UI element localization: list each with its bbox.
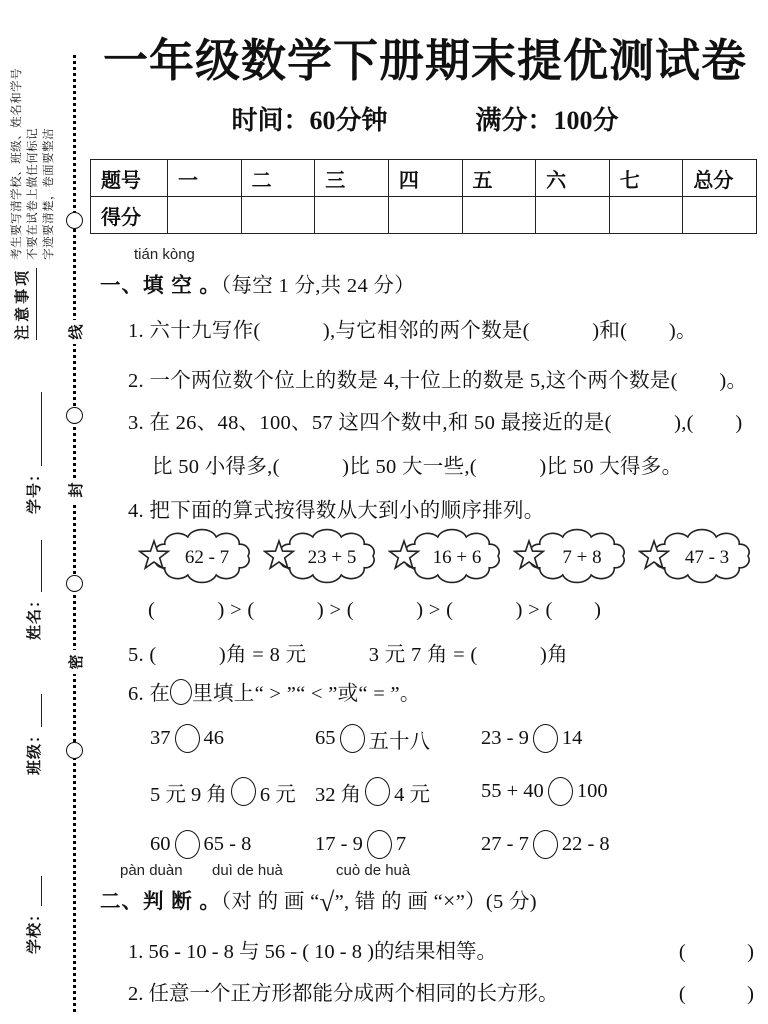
cloud-expression: 7 + 8 <box>562 547 602 568</box>
comparison-item <box>150 777 315 807</box>
question-5: 5. ( )角 = 8 元 3 元 7 角 = ( )角 <box>128 644 568 666</box>
answer-circle-icon <box>365 777 390 806</box>
section1-heading-rest: （每空 1 分,共 24 分） <box>220 275 416 297</box>
name-label: 姓名： <box>26 591 43 640</box>
comparison-item <box>315 830 481 859</box>
score-table-header-row <box>91 160 757 197</box>
score-col: 七 <box>609 160 683 197</box>
section2-heading-bold: 二、判 断 。 <box>100 890 221 913</box>
comparison-right: 46 <box>203 727 224 749</box>
seal-char-xian: 线 <box>63 320 87 344</box>
page-title: 一年级数学下册期末提优测试卷 <box>102 36 747 86</box>
answer-circle-icon <box>533 830 558 859</box>
time-limit: 时间：60分钟 <box>231 106 388 135</box>
comparison-left: 17 - 9 <box>315 833 363 855</box>
answer-circle-icon <box>231 777 256 806</box>
seal-ring-icon <box>66 212 83 229</box>
score-col: 四 <box>388 160 462 197</box>
section2-heading-p1: （对 的 画 “ <box>220 891 320 913</box>
score-col: 二 <box>241 160 315 197</box>
section2-heading-p3: ”）(5 分) <box>455 891 537 913</box>
score-col: 一 <box>168 160 242 197</box>
class-field <box>23 694 44 775</box>
section1-pinyin: tián kòng <box>134 246 195 263</box>
seal-ring-icon <box>66 407 83 424</box>
answer-circle-icon <box>170 679 192 705</box>
score-cell <box>168 197 242 234</box>
score-col: 总分 <box>683 160 757 197</box>
school-label: 学校： <box>26 905 43 954</box>
comparison-left: 23 - 9 <box>481 727 529 749</box>
score-col: 三 <box>315 160 389 197</box>
judge-question-2 <box>128 976 754 1006</box>
score-table <box>90 159 757 234</box>
seal-ring-icon <box>66 742 83 759</box>
comparison-left: 37 <box>150 727 171 749</box>
sidebar-rotated-strip <box>0 0 66 1012</box>
comparison-left: 5 元 9 角 <box>150 783 227 806</box>
comparison-left: 55 + 40 <box>481 780 544 802</box>
section2-pinyin-cuo-de-hua: cuò de huà <box>336 862 411 879</box>
comparison-left: 32 角 <box>315 783 362 806</box>
section2-heading <box>100 884 537 916</box>
answer-circle-icon <box>175 830 200 859</box>
comparison-right: 7 <box>395 833 407 855</box>
section2-pinyin-dui-de-hua: duì de huà <box>212 862 283 879</box>
comparison-left: 60 <box>150 833 171 855</box>
comparison-left: 65 <box>315 727 336 749</box>
school-field <box>23 876 44 954</box>
student-number-label: 学号： <box>26 465 43 514</box>
comparison-right: 100 <box>576 780 608 802</box>
question-1: 1. 六十九写作( ),与它相邻的两个数是( )和( )。 <box>128 320 697 342</box>
seal-dotted-line <box>73 55 76 1012</box>
comparison-item <box>315 777 481 807</box>
expression-clouds-row <box>138 526 762 593</box>
comparison-item <box>481 830 740 859</box>
score-cell <box>536 197 610 234</box>
notice-heading: 注意事项 <box>11 268 37 340</box>
comparison-grid <box>150 712 740 871</box>
score-cell <box>315 197 389 234</box>
cloud-expression: 47 - 3 <box>684 547 730 568</box>
comparison-item <box>315 724 481 754</box>
answer-circle-icon <box>340 724 365 753</box>
question-2: 2. 一个两位数个位上的数是 4,十位上的数是 5,这个两个数是( )。 <box>128 370 748 392</box>
question-6-post: 里填上“ > ”“ < ”或“ = ”。 <box>192 683 421 705</box>
expression-cloud <box>138 526 262 593</box>
score-cell <box>683 197 757 234</box>
comparison-right: 4 元 <box>394 783 430 806</box>
section2-pinyin-pan-duan: pàn duàn <box>120 862 183 879</box>
check-mark-symbol: √ <box>319 887 335 917</box>
notice-block <box>9 68 57 340</box>
section1-heading <box>100 268 415 298</box>
student-number-blank <box>37 392 42 466</box>
score-label: 得分 <box>91 197 168 234</box>
score-col: 五 <box>462 160 536 197</box>
ordering-blanks: ( ) > ( ) > ( ) > ( ) > ( ) <box>148 599 602 621</box>
seal-ring-icon <box>66 575 83 592</box>
expression-cloud <box>388 526 512 593</box>
expression-cloud <box>263 526 387 593</box>
seal-char-feng: 封 <box>63 478 87 502</box>
comparison-right: 6 元 <box>259 783 296 806</box>
cloud-expression: 23 + 5 <box>307 547 357 568</box>
question-3-line2: 比 50 小得多,( )比 50 大一些,( )比 50 大得多。 <box>152 456 683 478</box>
comparison-item <box>481 777 740 806</box>
judge-answer-blank: ( ) <box>678 983 754 1005</box>
comparison-right: 五十八 <box>368 730 430 753</box>
judge-answer-blank: ( ) <box>678 941 754 963</box>
judge-question-text: 2. 任意一个正方形都能分成两个相同的长方形。 <box>128 983 559 1005</box>
question-6 <box>128 676 421 706</box>
name-blank <box>37 540 42 592</box>
cloud-expression: 16 + 6 <box>432 547 482 568</box>
student-number-field <box>23 392 44 514</box>
school-blank <box>37 876 42 906</box>
section1-heading-bold: 一、填 空 。 <box>100 274 221 297</box>
comparison-right: 65 - 8 <box>203 833 252 855</box>
cross-mark-symbol: × <box>442 888 456 913</box>
name-field <box>23 540 44 640</box>
expression-cloud <box>513 526 637 593</box>
class-label: 班级： <box>26 726 43 775</box>
answer-circle-icon <box>175 724 200 753</box>
notice-line: 字迹要清楚，卷面要整洁 <box>43 127 55 260</box>
comparison-left: 27 - 7 <box>481 833 529 855</box>
answer-circle-icon <box>548 777 573 806</box>
notice-lines <box>9 68 57 260</box>
score-cell <box>241 197 315 234</box>
answer-circle-icon <box>367 830 392 859</box>
full-score: 满分：100分 <box>475 106 619 135</box>
score-cell <box>388 197 462 234</box>
notice-line: 不要在试卷上做任何标记 <box>27 127 39 260</box>
class-blank <box>37 694 42 727</box>
exam-meta <box>90 100 760 137</box>
question-6-pre: 6. 在 <box>128 683 171 705</box>
answer-circle-icon <box>533 724 558 753</box>
score-col: 六 <box>536 160 610 197</box>
question-number-label: 题号 <box>91 160 168 197</box>
notice-line: 考生要写清学校、班级、姓名和学号 <box>11 67 23 260</box>
section2-heading-p2: ”, 错 的 画 “ <box>334 891 443 913</box>
judge-question-1 <box>128 934 754 964</box>
score-cell <box>609 197 683 234</box>
comparison-right: 14 <box>561 727 583 749</box>
comparison-item <box>150 830 315 859</box>
comparison-item <box>481 724 740 753</box>
score-table-score-row <box>91 197 757 234</box>
seal-char-mi: 密 <box>63 650 87 674</box>
judge-question-text: 1. 56 - 10 - 8 与 56 - ( 10 - 8 )的结果相等。 <box>128 941 497 963</box>
cloud-expression: 62 - 7 <box>184 547 230 568</box>
question-4: 4. 把下面的算式按得数从大到小的顺序排列。 <box>128 500 545 522</box>
comparison-right: 22 - 8 <box>561 833 610 855</box>
question-3-line1: 3. 在 26、48、100、57 这四个数中,和 50 最接近的是( ),( ) <box>128 412 743 434</box>
expression-cloud <box>638 526 762 593</box>
comparison-item <box>150 724 315 753</box>
score-cell <box>462 197 536 234</box>
